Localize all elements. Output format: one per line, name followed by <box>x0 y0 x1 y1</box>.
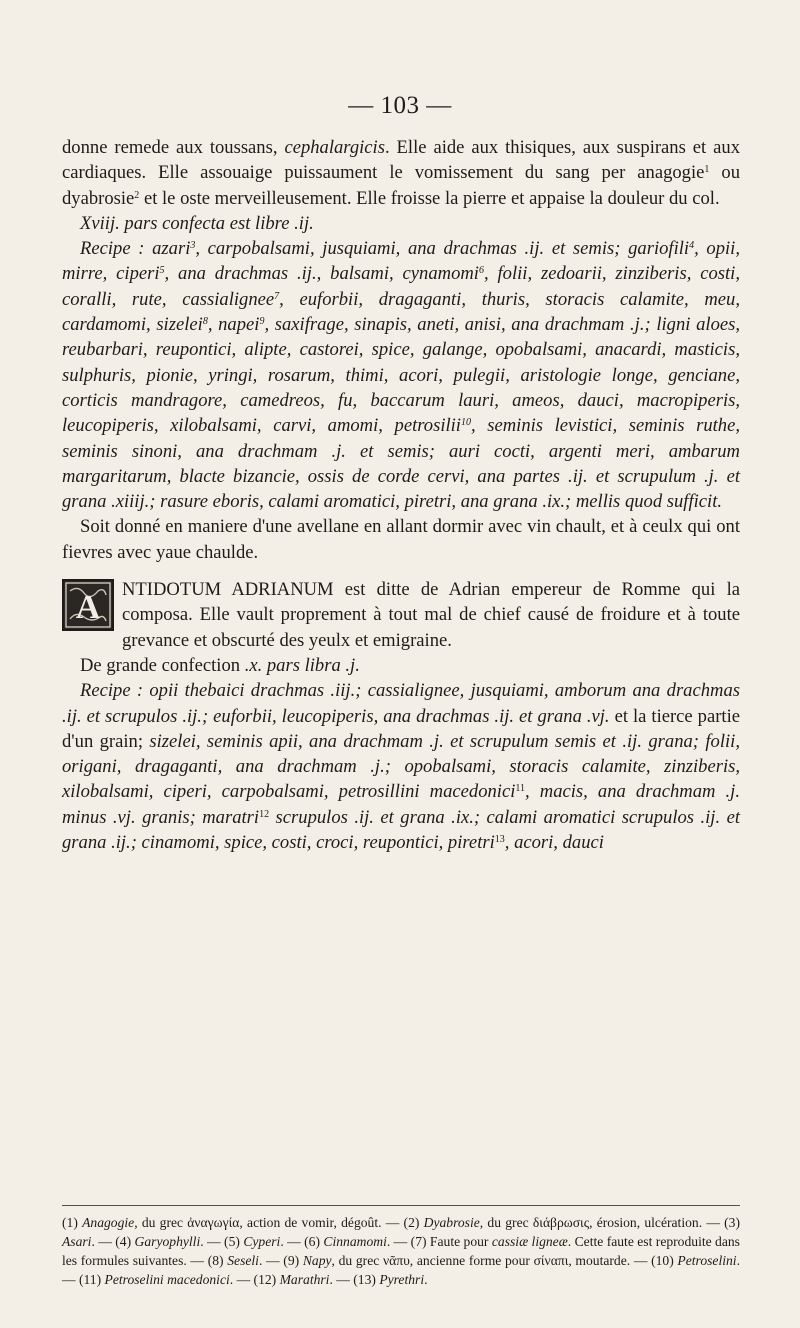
footnote-ref: 11 <box>515 783 526 795</box>
text-run: donne remede aux toussans, <box>62 137 285 158</box>
text-run: . — (12) <box>229 1272 280 1287</box>
italic-term: cassiæ ligneæ <box>491 1234 568 1249</box>
dosage-paragraph: Soit donné en maniere d'une avellane en allant dormir avec vin chault, et à ceulx qui ont fievres avec yaue chaulde. <box>62 516 740 563</box>
text-run: , carpobalsami, jusquiami, ana drachmas .ij. et semis; gariofili <box>195 238 690 260</box>
italic-term: Garyophylli <box>134 1234 201 1249</box>
text-run: . Elle aide aux thisiques, aux suspirans et aux cardiaques. Elle assouaige puissaument le vomissement du sang per anagogie <box>62 137 740 184</box>
initial-letter: A <box>75 589 101 627</box>
text-run: , du grec ἀναγωγία, action de vomir, dégoût. — (2) <box>134 1215 424 1230</box>
text-run: . — (5) <box>200 1234 244 1249</box>
footnote-ref: 4 <box>689 240 695 252</box>
recipe-heading: Xviij. pars confecta est libre .ij. <box>80 212 314 234</box>
italic-term: Anagogie <box>82 1215 135 1230</box>
text-run: . — (11) <box>62 1253 740 1287</box>
italic-term: sizelei, seminis apii, ana drachmam .j. et scrupulum semis et .ij. grana; folii, origani, dragaganti, ana drachmam .j.; opobalsami, storacis calamite, zinziberis, xilobalsami, ciperi, carpobalsami, petrosillini macedonici <box>62 730 740 803</box>
antidotum-paragraph <box>62 577 740 653</box>
italic-term: Petroselini macedonici <box>104 1272 230 1287</box>
text-run: , du grec διάβρωσις, érosion, ulcération. — (3) <box>479 1215 741 1230</box>
footnote-ref: 12 <box>259 808 270 820</box>
text-run: , seminis levistici, seminis ruthe, seminis sinoni, ana drachmam .j. et semis; auri cocti, argenti meri, ambarum margaritarum, blacte bizancie, ossis de corde cervi, ana partes .ij. et scrupulum .j. et grana .xiiij.; rasure eboris, calami aromatici, piretri, ana grana .ix.; mellis quod sufficit. <box>62 415 740 513</box>
footnote-text <box>62 1213 740 1289</box>
italic-term: Recipe : opii thebaici drachmas .iij.; cassialignee, jusquiami, amborum ana drachmas .ij. et scrupulos .ij.; euforbii, leucopiperis, ana drachmas .ij. et grana .vj. <box>62 680 740 727</box>
text-run: . — (7) Faute pour <box>386 1234 492 1249</box>
text-run: (1) <box>62 1215 83 1230</box>
footnote-ref: 7 <box>274 290 280 302</box>
text-run: , ana drachmas .ij., balsami, cynamomi <box>164 263 479 285</box>
confection-line <box>62 653 740 678</box>
text-run: . — (4) <box>91 1234 135 1249</box>
footnote-ref: 9 <box>259 316 265 328</box>
italic-term: Dyabrosie <box>423 1215 480 1230</box>
text-run: . — (6) <box>280 1234 324 1249</box>
text-run: De grande confection <box>80 654 245 676</box>
text-run: NTIDOTUM ADRIANUM est ditte de Adrian empereur de Romme qui la composa. Elle vault proprement à tout mal de chief causé de froidure et à toute grevance et obscurté des yeulx et emigraine. <box>122 579 740 651</box>
footnote-ref: 8 <box>202 316 208 328</box>
italic-term: Pyrethri <box>379 1272 425 1287</box>
main-text <box>62 135 740 855</box>
text-run: . Cette faute est reproduite dans les formules suivantes. — (8) <box>62 1234 740 1268</box>
text-run: . — (9) <box>258 1253 303 1268</box>
text-run: , euforbii, dragaganti, thuris, storacis calamite, meu, cardamomi, sizelei <box>62 288 741 336</box>
text-run: , du grec νᾶπυ, ancienne forme pour σίναπι, moutarde. — (10) <box>331 1253 678 1268</box>
text-run: , napei <box>207 314 260 336</box>
text-run: , saxifrage, sinapis, aneti, anisi, ana drachmam .j.; ligni aloes, reubarbari, reupontici, alipte, castorei, spice, galange, opobalsami, anacardi, masticis, sulphuris, pionie, yringi, rosarum, thimi, acori, pulegii, aristologie longe, genciane, corticis mandragore, camedreos, fu, baccarum lauri, ameos, dauci, macropiperis, leucopiperis, xilobalsami, carvi, amomi, petrosilii <box>62 314 741 437</box>
text-run: , folii, zedoarii, zinziberis, costi, coralli, rute, cassialignee <box>62 263 740 310</box>
text-run: Recipe : azari <box>80 238 191 260</box>
paragraph-1 <box>62 135 740 211</box>
italic-term: Napy <box>302 1253 332 1268</box>
italic-term: , acori, dauci <box>504 832 604 854</box>
italic-term: Seseli <box>227 1253 259 1268</box>
italic-term: , macis, ana drachmam .j. minus .vj. granis; maratri <box>62 781 740 828</box>
italic-term: Cinnamomi <box>323 1234 387 1249</box>
footnotes <box>62 1213 740 1289</box>
italic-term: Asari <box>62 1234 92 1249</box>
text-run: et le oste merveilleusement. Elle froisse la pierre et appaise la douleur du col. <box>139 187 720 209</box>
footnote-divider <box>62 1205 740 1206</box>
recipe-ingredients <box>62 236 740 514</box>
italic-term: cephalargicis <box>284 137 385 158</box>
footnote-ref: 13 <box>494 834 505 846</box>
text-run: et la tierce partie d'un grain; <box>62 705 741 752</box>
page-number: — 103 — <box>348 92 452 119</box>
italic-term: Cyperi <box>243 1234 281 1249</box>
footnote-ref: 5 <box>159 265 165 277</box>
italic-term: Marathri <box>279 1272 330 1287</box>
italic-term: Petroselini <box>677 1253 737 1268</box>
ornament-icon <box>64 581 112 629</box>
italic-term: scrupulos .ij. et grana .ix.; calami aromatici scrupulos .ij. et grana .ij.; cinamomi, spice, costi, croci, reupontici, piretri <box>62 806 740 854</box>
text-run: , opii, mirre, ciperi <box>62 238 740 285</box>
italic-term: .x. pars libra .j. <box>244 654 360 676</box>
recipe-ingredients-2 <box>62 678 740 855</box>
text-run: ou dyabrosie <box>62 162 740 209</box>
footnote-ref: 1 <box>704 164 710 176</box>
footnote-ref: 2 <box>134 189 140 201</box>
footnote-ref: 10 <box>460 417 471 429</box>
text-run: . <box>424 1272 428 1287</box>
ornamental-initial <box>62 579 114 631</box>
text-run: . — (13) <box>329 1272 380 1287</box>
footnote-ref: 3 <box>190 240 196 252</box>
footnote-ref: 6 <box>478 265 484 277</box>
